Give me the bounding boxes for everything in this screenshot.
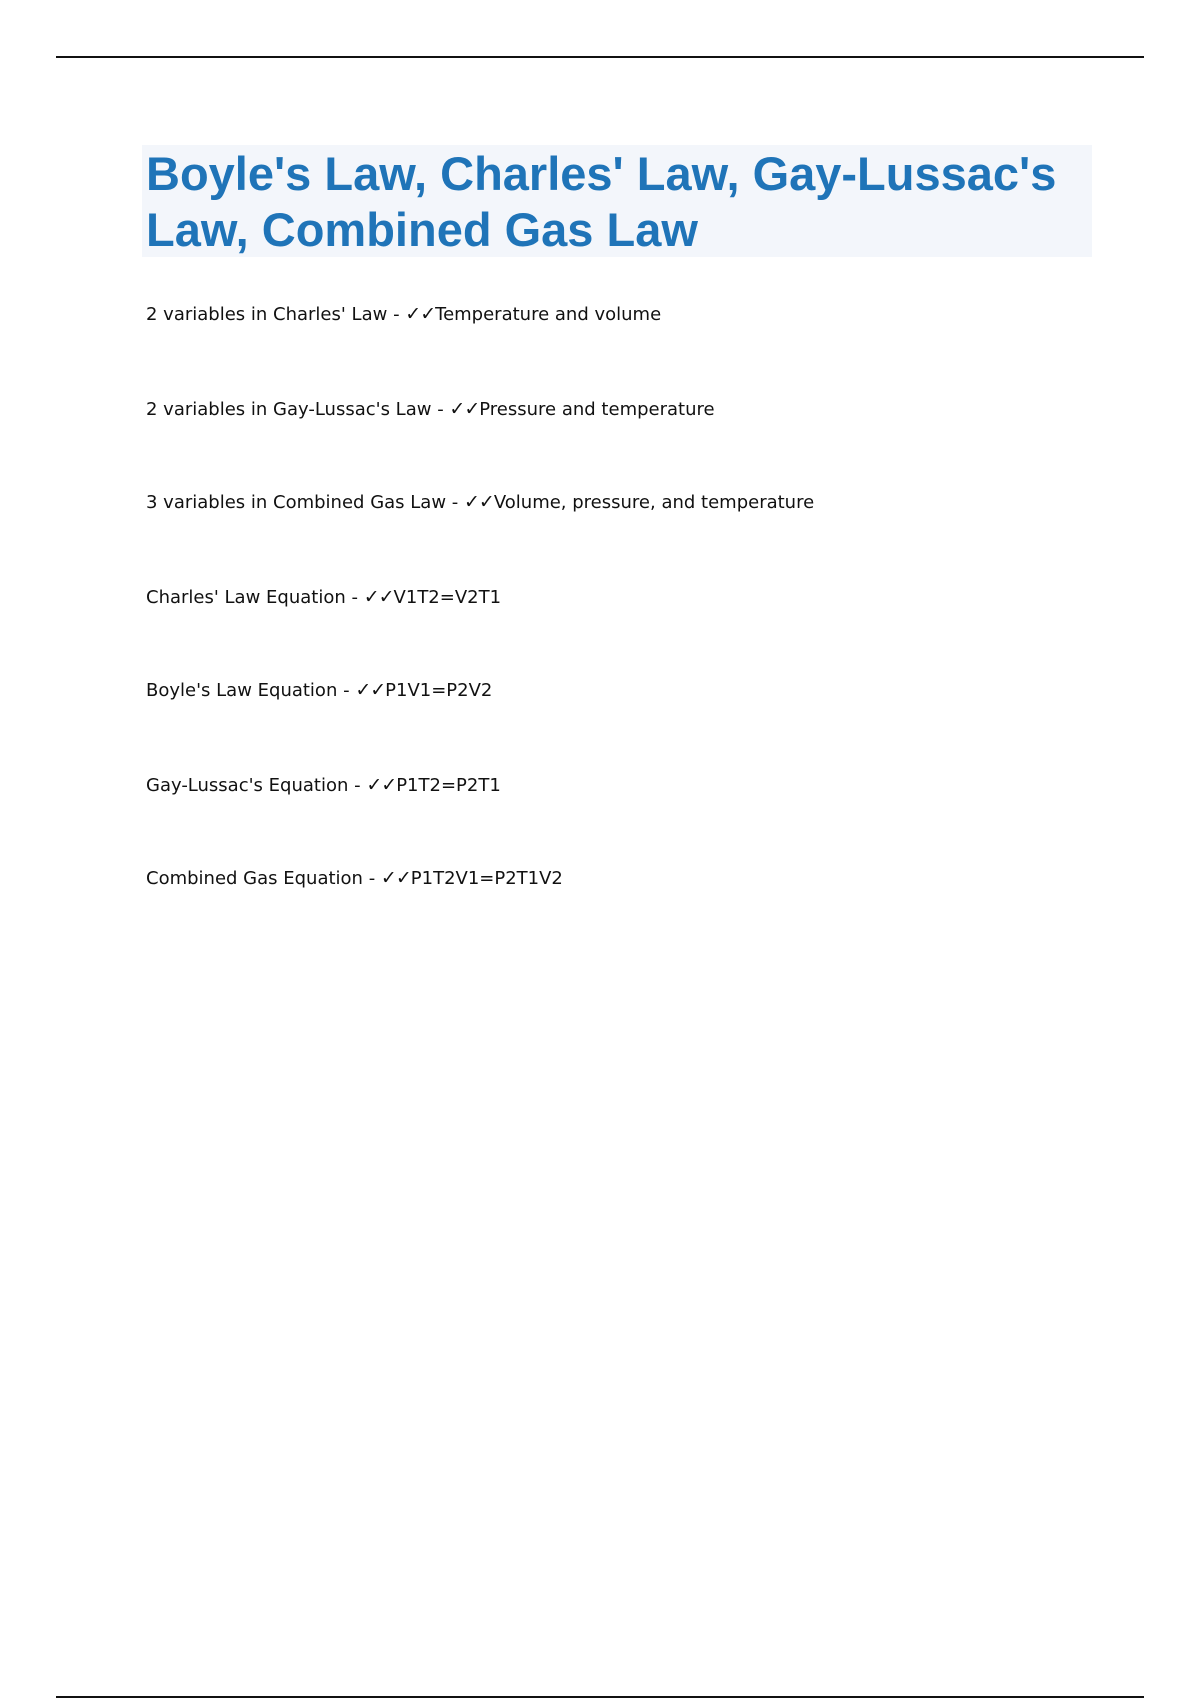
question-text: 2 variables in Charles' Law: [146, 304, 388, 325]
answer-text: Pressure and temperature: [479, 399, 715, 420]
page-title: Boyle's Law, Charles' Law, Gay-Lussac's Law, Combined Gas Law: [146, 147, 1057, 256]
qa-item: [146, 302, 661, 327]
double-check-icon: ✓✓: [449, 398, 480, 420]
answer-text: V1T2=V2T1: [393, 587, 502, 608]
qa-item: [146, 866, 563, 891]
separator: -: [362, 868, 381, 889]
double-check-icon: ✓✓: [363, 586, 394, 608]
double-check-icon: ✓✓: [355, 679, 386, 701]
double-check-icon: ✓✓: [380, 867, 411, 889]
double-check-icon: ✓✓: [405, 303, 436, 325]
title-banner: [142, 145, 1092, 257]
separator: -: [446, 492, 465, 513]
double-check-icon: ✓✓: [366, 774, 397, 796]
qa-item: [146, 773, 501, 798]
question-text: Boyle's Law Equation: [146, 680, 338, 701]
answer-text: P1T2=P2T1: [396, 775, 501, 796]
answer-text: P1V1=P2V2: [385, 680, 493, 701]
separator: -: [387, 304, 406, 325]
qa-item: [146, 678, 492, 703]
separator: -: [348, 775, 367, 796]
question-text: Charles' Law Equation: [146, 587, 346, 608]
question-text: 3 variables in Combined Gas Law: [146, 492, 447, 513]
double-check-icon: ✓✓: [464, 491, 494, 513]
bottom-rule: [56, 1696, 1144, 1698]
separator: -: [431, 399, 450, 420]
qa-item: [146, 585, 501, 610]
qa-item: [146, 397, 715, 422]
qa-item: [146, 490, 814, 515]
separator: -: [337, 680, 356, 701]
answer-text: P1T2V1=P2T1V2: [410, 868, 563, 889]
question-text: 2 variables in Gay-Lussac's Law: [146, 399, 432, 420]
top-rule: [56, 56, 1144, 58]
question-text: Gay-Lussac's Equation: [146, 775, 349, 796]
answer-text: Temperature and volume: [435, 304, 662, 325]
question-text: Combined Gas Equation: [146, 868, 363, 889]
answer-text: Volume, pressure, and temperature: [493, 492, 815, 513]
separator: -: [345, 587, 364, 608]
